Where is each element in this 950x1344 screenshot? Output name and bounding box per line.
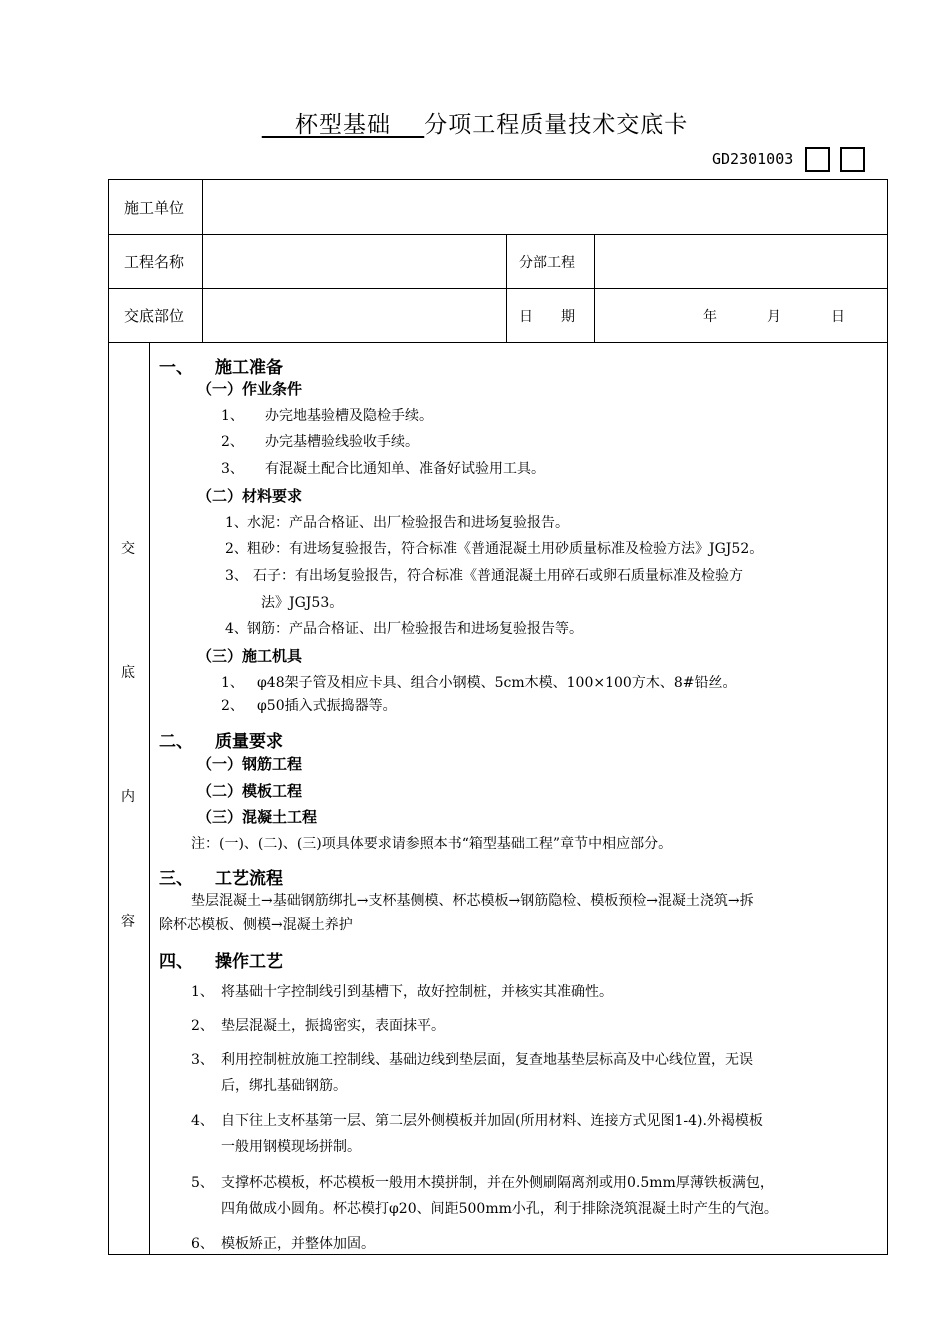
handover-part-label: 交底部位 [124, 307, 185, 325]
list-item-continuation: 四角做成小圆角。杯芯模打φ20、间距500mm小孔，利于排除浇筑混凝土时产生的气泡。 [221, 1201, 778, 1217]
subsection-heading: （三）施工机具 [197, 647, 303, 665]
handover-table [108, 179, 888, 1255]
document-title [0, 106, 950, 139]
construction-unit-label: 施工单位 [124, 199, 185, 217]
side-label-char: 容 [121, 914, 135, 930]
subsection-heading: （一）钢筋工程 [197, 755, 303, 773]
section-heading: 四、 操作工艺 [159, 952, 283, 972]
section-heading: 三、 工艺流程 [159, 869, 283, 889]
subsection-heading: （三）混凝土工程 [197, 808, 318, 826]
division-label: 分部工程 [519, 255, 575, 271]
checkbox-2[interactable] [840, 147, 865, 172]
list-item: 1、 φ48架子管及相应卡具、组合小钢模、5cm木模、100×100方木、8#铅丝。 [221, 675, 737, 691]
row-divider [109, 342, 887, 343]
list-item: 1、水泥：产品合格证、出厂检验报告和进场复验报告。 [225, 515, 569, 531]
list-item: 5、 支撑杯芯模板，杯芯模板一般用木摸拼制，并在外侧刷隔离剂或用0.5mm厚薄铁板满包， [191, 1175, 774, 1191]
process-flow-text: 垫层混凝土→基础钢筋绑扎→支杯基侧模、杯芯模板→钢筋隐检、模板预检→混凝土浇筑→拆 [191, 893, 754, 909]
subsection-heading: （二）模板工程 [197, 782, 303, 800]
subsection-heading: （一）作业条件 [197, 380, 303, 398]
section-heading: 一、 施工准备 [159, 358, 283, 378]
list-item-continuation: 一般用钢模现场拼制。 [221, 1139, 361, 1155]
date-month: 月 [767, 309, 781, 325]
document-code-row [712, 146, 865, 172]
title-main: 分项工程质量技术交底卡 [424, 112, 689, 138]
list-item: 2、 φ50插入式振捣器等。 [221, 698, 397, 714]
row-divider [109, 234, 887, 235]
title-blank-field: 杯型基础 [295, 112, 391, 138]
list-item: 4、 自下往上支杯基第一层、第二层外侧模板并加固(所用材料、连接方式见图1-4).外褐模板 [191, 1113, 763, 1129]
list-item: 2、粗砂：有进场复验报告，符合标准《普通混凝土用砂质量标准及检验方法》JGJ52。 [225, 541, 764, 557]
column-divider [594, 234, 595, 342]
list-item: 6、 模板矫正，并整体加固。 [191, 1236, 375, 1252]
date-year: 年 [703, 309, 717, 325]
list-item: 2、 垫层混凝土，振捣密实，表面抹平。 [191, 1018, 445, 1034]
side-label-char: 内 [121, 789, 135, 805]
process-flow-text: 除杯芯模板、侧模→混凝土养护 [159, 917, 353, 933]
list-item: 1、 将基础十字控制线引到基槽下，故好控制桩，并核实其准确性。 [191, 984, 613, 1000]
section-note: 注：(一)、(二)、(三)项具体要求请参照本书“箱型基础工程”章节中相应部分。 [191, 836, 673, 852]
section-heading: 二、 质量要求 [159, 732, 283, 752]
column-divider [506, 234, 507, 342]
subsection-heading: （二）材料要求 [197, 487, 303, 505]
side-label-char: 底 [121, 665, 135, 681]
row-divider [109, 288, 887, 289]
document-code: GD2301003 [712, 150, 794, 168]
side-label-char: 交 [121, 541, 135, 557]
list-item: 3、 利用控制桩放施工控制线、基础边线到垫层面，复查地基垫层标高及中心线位置，无误 [191, 1052, 753, 1068]
list-item-continuation: 后，绑扎基础钢筋。 [221, 1078, 347, 1094]
checkbox-1[interactable] [805, 147, 830, 172]
column-divider [202, 180, 203, 342]
list-item: 1、 办完地基验槽及隐检手续。 [221, 408, 433, 424]
list-item: 4、钢筋：产品合格证、出厂检验报告和进场复验报告等。 [225, 621, 583, 637]
date-label: 日 期 [519, 309, 575, 325]
project-name-label: 工程名称 [124, 253, 185, 271]
list-item: 3、 石子：有出场复验报告，符合标准《普通混凝土用碎石或卵石质量标准及检验方 [225, 568, 743, 584]
list-item: 3、 有混凝土配合比通知单、准备好试验用工具。 [221, 461, 545, 477]
list-item-continuation: 法》JGJ53。 [261, 595, 344, 611]
column-divider [149, 342, 150, 1254]
list-item: 2、 办完基槽验线验收手续。 [221, 434, 419, 450]
date-day: 日 [831, 309, 845, 325]
